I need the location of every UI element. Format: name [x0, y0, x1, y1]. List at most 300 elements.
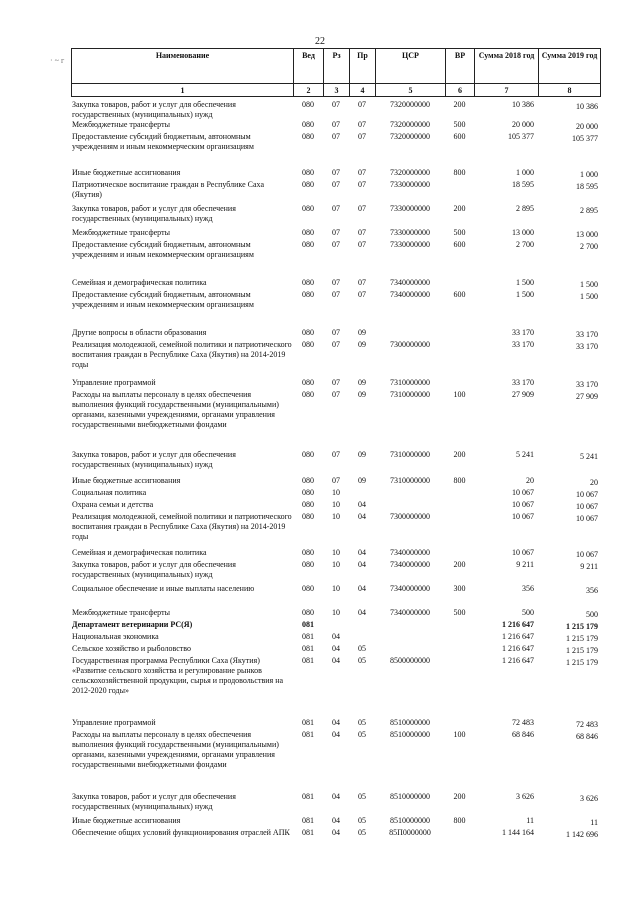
- row-rz: 10: [332, 488, 340, 497]
- row-vr: 800: [453, 476, 466, 485]
- row-vr: [445, 278, 474, 290]
- row-ved: 080: [302, 488, 314, 497]
- row-vr: 100: [453, 730, 466, 739]
- row-name: Управление программой: [72, 718, 156, 727]
- row-sum-2019: 1 215 179: [566, 634, 598, 643]
- row-csr: 7340000000: [390, 278, 430, 287]
- row-sum-2018: 1 500: [516, 290, 534, 299]
- row-name: Семейная и демографическая политика: [72, 548, 207, 557]
- row-rz: 07: [332, 120, 340, 129]
- row-rz: 07: [332, 180, 340, 189]
- row-csr: 7310000000: [390, 450, 430, 459]
- row-csr: 7300000000: [390, 512, 430, 521]
- row-ved: 080: [302, 378, 314, 387]
- row-name: Предоставление субсидий бюджетным, автономным учреждениям и иным некоммерческим организациям: [72, 290, 254, 309]
- row-rz: 07: [332, 168, 340, 177]
- row-csr: 7320000000: [390, 132, 430, 141]
- column-number: 6: [446, 84, 475, 97]
- row-vr: 500: [453, 228, 466, 237]
- row-sum-2019: 33 170: [576, 342, 598, 351]
- row-rz: 04: [332, 644, 340, 653]
- row-sum-2019: 1 215 179: [566, 646, 598, 655]
- row-sum-2018: 356: [522, 584, 534, 593]
- row-sum-2018: 1 500: [516, 278, 534, 287]
- row-sum-2019: 10 067: [576, 550, 598, 559]
- row-pr: 07: [358, 290, 366, 299]
- row-rz: 07: [332, 476, 340, 485]
- row-name: Межбюджетные трансферты: [72, 120, 170, 129]
- row-sum-2018: 105 377: [508, 132, 534, 141]
- row-csr: 7310000000: [390, 378, 430, 387]
- row-ved: 080: [302, 548, 314, 557]
- row-pr: 04: [358, 500, 366, 509]
- row-pr: [349, 488, 375, 500]
- table-row: [71, 340, 600, 378]
- row-pr: 07: [358, 100, 366, 109]
- row-sum-2018: 1 216 647: [502, 632, 534, 641]
- row-ved: 080: [302, 278, 314, 287]
- row-csr: 8510000000: [390, 792, 430, 801]
- row-csr: 8500000000: [390, 656, 430, 665]
- row-csr: 7320000000: [390, 100, 430, 109]
- row-csr: 7320000000: [390, 168, 430, 177]
- row-vr: 600: [453, 132, 466, 141]
- row-pr: [349, 620, 375, 632]
- table-row: [71, 828, 600, 850]
- table-row: [71, 378, 600, 390]
- row-sum-2018: 1 216 647: [502, 656, 534, 665]
- row-sum-2019: 11: [590, 818, 598, 827]
- row-sum-2018: 68 846: [512, 730, 534, 739]
- row-pr: 07: [358, 132, 366, 141]
- row-vr: [445, 328, 474, 340]
- row-rz: 07: [332, 132, 340, 141]
- row-vr: 200: [453, 100, 466, 109]
- row-ved: 081: [302, 620, 314, 629]
- row-sum-2018: 18 595: [512, 180, 534, 189]
- row-csr: [375, 328, 445, 340]
- row-sum-2019: 9 211: [580, 562, 598, 571]
- row-ved: 080: [302, 240, 314, 249]
- row-pr: 07: [358, 120, 366, 129]
- table-row: [71, 488, 600, 500]
- row-ved: 081: [302, 816, 314, 825]
- row-rz: 04: [332, 792, 340, 801]
- row-rz: 10: [332, 548, 340, 557]
- row-sum-2019: 2 700: [580, 242, 598, 251]
- row-name: Расходы на выплаты персоналу в целях обеспечения выполнения функций государственными (муниципальными) органами, казенными учреждениями, органами управления государственными внебюджетными фондами: [72, 390, 279, 429]
- row-pr: 09: [358, 340, 366, 349]
- row-rz: 10: [332, 584, 340, 593]
- row-sum-2019: 1 500: [580, 292, 598, 301]
- column-number: 7: [475, 84, 539, 97]
- table-row: [71, 168, 600, 180]
- row-sum-2018: 10 386: [512, 100, 534, 109]
- row-sum-2018: 1 216 647: [502, 644, 534, 653]
- row-csr: 7320000000: [390, 120, 430, 129]
- row-sum-2018: 1 000: [516, 168, 534, 177]
- table-row: [71, 816, 600, 828]
- table-row: [71, 500, 600, 512]
- row-rz: 04: [332, 730, 340, 739]
- column-number: 8: [539, 84, 601, 97]
- row-sum-2019: 1 000: [580, 170, 598, 179]
- row-vr: 600: [453, 240, 466, 249]
- row-vr: 200: [453, 204, 466, 213]
- row-ved: 080: [302, 180, 314, 189]
- row-ved: 081: [302, 792, 314, 801]
- row-rz: 10: [332, 608, 340, 617]
- row-rz: [323, 620, 349, 632]
- row-pr: 04: [358, 548, 366, 557]
- table-row: [71, 718, 600, 730]
- row-vr: [445, 620, 474, 632]
- header-name: Наименование: [72, 49, 294, 84]
- row-rz: 04: [332, 656, 340, 665]
- row-sum-2018: 20 000: [512, 120, 534, 129]
- row-sum-2019: 13 000: [576, 230, 598, 239]
- row-name: Департамент ветеринарии РС(Я): [72, 620, 193, 629]
- header-csr: ЦСР: [376, 49, 446, 84]
- row-sum-2018: 72 483: [512, 718, 534, 727]
- row-csr: 7300000000: [390, 340, 430, 349]
- row-name: Реализация молодежной, семейной политики и патриотического воспитания граждан в Республике Саха (Якутия) на 2014-2019 годы: [72, 512, 292, 541]
- row-ved: 080: [302, 168, 314, 177]
- row-sum-2018: 500: [522, 608, 534, 617]
- row-sum-2019: 72 483: [576, 720, 598, 729]
- row-sum-2019: 3 626: [580, 794, 598, 803]
- row-name: Управление программой: [72, 378, 156, 387]
- row-rz: 07: [332, 390, 340, 399]
- row-pr: 09: [358, 476, 366, 485]
- row-csr: 8510000000: [390, 730, 430, 739]
- header-ved: Вед: [294, 49, 324, 84]
- row-sum-2018: 1 144 164: [502, 828, 534, 837]
- row-vr: [445, 548, 474, 560]
- row-pr: [349, 632, 375, 644]
- row-sum-2019: 33 170: [576, 380, 598, 389]
- row-pr: 07: [358, 228, 366, 237]
- row-sum-2018: 9 211: [516, 560, 534, 569]
- row-name: Другие вопросы в области образования: [72, 328, 207, 337]
- column-number: 2: [294, 84, 324, 97]
- row-rz: 10: [332, 560, 340, 569]
- row-ved: 080: [302, 500, 314, 509]
- row-sum-2018: 33 170: [512, 340, 534, 349]
- row-vr: 800: [453, 816, 466, 825]
- row-ved: 080: [302, 204, 314, 213]
- row-name: Государственная программа Республики Саха (Якутия) «Развитие сельского хозяйства и регулирование рынков сельскохозяйственной продукции, сырья и продовольствия на 2012-2020 годы»: [72, 656, 284, 695]
- row-sum-2018: 33 170: [512, 378, 534, 387]
- column-numbers: [72, 84, 601, 97]
- row-sum-2019: 27 909: [576, 392, 598, 401]
- row-vr: 200: [453, 792, 466, 801]
- row-sum-2018: 20: [526, 476, 534, 485]
- row-pr: 05: [358, 828, 366, 837]
- row-pr: 04: [358, 608, 366, 617]
- row-csr: 7330000000: [390, 180, 430, 189]
- row-rz: 07: [332, 450, 340, 459]
- row-name: Межбюджетные трансферты: [72, 228, 170, 237]
- row-name: Расходы на выплаты персоналу в целях обеспечения выполнения функций государственными (муниципальными) органами, казенными учреждениями, органами управления государственными внебюджетными фондами: [72, 730, 279, 769]
- page-number: 22: [315, 36, 325, 47]
- table-row: [71, 390, 600, 450]
- row-name: Обеспечение общих условий функционирования отраслей АПК: [72, 828, 290, 837]
- row-ved: 080: [302, 340, 314, 349]
- row-name: Закупка товаров, работ и услуг для обеспечения государственных (муниципальных) нужд: [72, 100, 236, 119]
- column-number: 5: [376, 84, 446, 97]
- row-vr: [445, 500, 474, 512]
- row-sum-2019: 1 215 179: [566, 622, 598, 631]
- row-csr: 7330000000: [390, 228, 430, 237]
- row-ved: 080: [302, 290, 314, 299]
- row-sum-2018: 1 216 647: [502, 620, 534, 629]
- row-csr: 8510000000: [390, 718, 430, 727]
- row-pr: 04: [358, 512, 366, 521]
- table-row: [71, 584, 600, 608]
- row-rz: 07: [332, 204, 340, 213]
- row-sum-2018: 13 000: [512, 228, 534, 237]
- header-sum-2019: Сумма 2019 год: [539, 49, 601, 84]
- row-sum-2019: 1 142 696: [566, 830, 598, 839]
- row-rz: 07: [332, 228, 340, 237]
- row-rz: 07: [332, 278, 340, 287]
- row-csr: [375, 488, 445, 500]
- table-row: [71, 100, 600, 120]
- row-csr: 7330000000: [390, 240, 430, 249]
- table-row: [71, 512, 600, 548]
- row-sum-2018: 33 170: [512, 328, 534, 337]
- table-row: [71, 560, 600, 584]
- row-vr: [445, 632, 474, 644]
- row-ved: 081: [302, 656, 314, 665]
- row-rz: 04: [332, 632, 340, 641]
- row-sum-2018: 10 067: [512, 500, 534, 509]
- budget-table-header: [71, 48, 601, 97]
- table-row: [71, 132, 600, 168]
- row-sum-2018: 10 067: [512, 512, 534, 521]
- row-ved: 080: [302, 132, 314, 141]
- row-pr: 09: [358, 390, 366, 399]
- header-rz: Рз: [324, 49, 350, 84]
- row-pr: 05: [358, 718, 366, 727]
- row-sum-2018: 27 909: [512, 390, 534, 399]
- row-name: Закупка товаров, работ и услуг для обеспечения государственных (муниципальных) нужд: [72, 560, 236, 579]
- row-rz: 04: [332, 718, 340, 727]
- row-name: Социальная политика: [72, 488, 147, 497]
- table-row: [71, 620, 600, 632]
- row-rz: 07: [332, 290, 340, 299]
- row-pr: 07: [358, 180, 366, 189]
- row-sum-2019: 10 067: [576, 502, 598, 511]
- row-csr: 7340000000: [390, 548, 430, 557]
- row-name: Закупка товаров, работ и услуг для обеспечения государственных (муниципальных) нужд: [72, 204, 236, 223]
- row-name: Социальное обеспечение и иные выплаты населению: [72, 584, 255, 593]
- table-row: [71, 228, 600, 240]
- row-pr: 07: [358, 278, 366, 287]
- row-ved: 081: [302, 730, 314, 739]
- row-sum-2019: 68 846: [576, 732, 598, 741]
- row-pr: 09: [358, 328, 366, 337]
- row-sum-2019: 105 377: [572, 134, 598, 143]
- row-ved: 080: [302, 608, 314, 617]
- row-sum-2019: 500: [586, 610, 598, 619]
- row-pr: 04: [358, 584, 366, 593]
- table-row: [71, 476, 600, 488]
- row-rz: 10: [332, 500, 340, 509]
- column-number: 3: [324, 84, 350, 97]
- row-name: Национальная экономика: [72, 632, 159, 641]
- row-sum-2018: 2 895: [516, 204, 534, 213]
- row-csr: [375, 620, 445, 632]
- table-row: [71, 290, 600, 328]
- row-name: Патриотическое воспитание граждан в Республике Саха (Якутия): [72, 180, 264, 199]
- row-name: Предоставление субсидий бюджетным, автономным учреждениям и иным некоммерческим организациям: [72, 240, 254, 259]
- table-row: [71, 548, 600, 560]
- row-vr: 300: [453, 584, 466, 593]
- row-name: Иные бюджетные ассигнования: [72, 476, 181, 485]
- row-sum-2019: 5 241: [580, 452, 598, 461]
- header-sum-2018: Сумма 2018 год: [475, 49, 539, 84]
- row-ved: 080: [302, 100, 314, 109]
- row-rz: 07: [332, 100, 340, 109]
- row-name: Охрана семьи и детства: [72, 500, 154, 509]
- row-csr: 7330000000: [390, 204, 430, 213]
- row-sum-2019: 1 500: [580, 280, 598, 289]
- row-sum-2019: 356: [586, 586, 598, 595]
- row-ved: 080: [302, 120, 314, 129]
- header-vr: ВР: [446, 49, 475, 84]
- row-pr: 05: [358, 792, 366, 801]
- table-row: [71, 730, 600, 792]
- row-ved: 080: [302, 228, 314, 237]
- row-rz: 07: [332, 240, 340, 249]
- row-vr: 800: [453, 168, 466, 177]
- row-ved: 081: [302, 644, 314, 653]
- row-ved: 081: [302, 632, 314, 641]
- row-vr: [445, 488, 474, 500]
- table-row: [71, 180, 600, 204]
- row-pr: 09: [358, 450, 366, 459]
- row-rz: 04: [332, 828, 340, 837]
- row-name: Реализация молодежной, семейной политики и патриотического воспитания граждан в Республике Саха (Якутия) на 2014-2019 годы: [72, 340, 292, 369]
- row-sum-2019: 20 000: [576, 122, 598, 131]
- budget-table: [71, 100, 600, 850]
- row-vr: [445, 644, 474, 656]
- row-vr: [445, 656, 474, 718]
- table-row: [71, 278, 600, 290]
- row-sum-2019: 18 595: [576, 182, 598, 191]
- row-pr: 05: [358, 816, 366, 825]
- row-ved: 080: [302, 584, 314, 593]
- row-ved: 080: [302, 390, 314, 399]
- row-sum-2018: 10 067: [512, 548, 534, 557]
- row-pr: 09: [358, 378, 366, 387]
- row-pr: 07: [358, 168, 366, 177]
- row-csr: 7310000000: [390, 476, 430, 485]
- row-sum-2018: 3 626: [516, 792, 534, 801]
- row-vr: [445, 718, 474, 730]
- row-vr: [445, 180, 474, 204]
- row-rz: 07: [332, 340, 340, 349]
- row-sum-2019: 20: [590, 478, 598, 487]
- row-vr: [445, 828, 474, 850]
- table-row: [71, 792, 600, 816]
- row-csr: 7340000000: [390, 560, 430, 569]
- row-name: Закупка товаров, работ и услуг для обеспечения государственных (муниципальных) нужд: [72, 792, 236, 811]
- row-csr: 7340000000: [390, 608, 430, 617]
- row-sum-2019: 2 895: [580, 206, 598, 215]
- table-row: [71, 328, 600, 340]
- row-pr: 04: [358, 560, 366, 569]
- row-name: Семейная и демографическая политика: [72, 278, 207, 287]
- row-name: Предоставление субсидий бюджетным, автономным учреждениям и иным некоммерческим организациям: [72, 132, 254, 151]
- table-row: [71, 240, 600, 278]
- row-csr: [375, 644, 445, 656]
- row-sum-2019: 10 386: [576, 102, 598, 111]
- table-row: [71, 450, 600, 476]
- row-vr: [445, 378, 474, 390]
- row-ved: 080: [302, 328, 314, 337]
- row-ved: 081: [302, 828, 314, 837]
- row-ved: 080: [302, 476, 314, 485]
- row-sum-2019: 10 067: [576, 490, 598, 499]
- row-ved: 080: [302, 560, 314, 569]
- row-pr: 05: [358, 644, 366, 653]
- margin-mark: · ~ г: [50, 56, 65, 65]
- row-csr: [375, 500, 445, 512]
- row-csr: 7310000000: [390, 390, 430, 399]
- column-number: 4: [350, 84, 376, 97]
- column-number: 1: [72, 84, 294, 97]
- row-csr: 7340000000: [390, 584, 430, 593]
- row-rz: 07: [332, 328, 340, 337]
- row-vr: 500: [453, 120, 466, 129]
- row-pr: 07: [358, 240, 366, 249]
- row-vr: 600: [453, 290, 466, 299]
- row-vr: [445, 512, 474, 548]
- row-sum-2019: 1 215 179: [566, 658, 598, 667]
- row-name: Закупка товаров, работ и услуг для обеспечения государственных (муниципальных) нужд: [72, 450, 236, 469]
- row-csr: 8510000000: [390, 816, 430, 825]
- row-rz: 10: [332, 512, 340, 521]
- row-sum-2018: 10 067: [512, 488, 534, 497]
- row-csr: [375, 632, 445, 644]
- row-ved: 080: [302, 450, 314, 459]
- row-sum-2019: 10 067: [576, 514, 598, 523]
- table-row: [71, 644, 600, 656]
- row-vr: 500: [453, 608, 466, 617]
- row-sum-2019: 33 170: [576, 330, 598, 339]
- row-vr: 200: [453, 450, 466, 459]
- row-csr: 7340000000: [390, 290, 430, 299]
- row-vr: [445, 340, 474, 378]
- row-ved: 081: [302, 718, 314, 727]
- row-csr: 85П0000000: [389, 828, 431, 837]
- table-body: [71, 100, 600, 850]
- row-name: Иные бюджетные ассигнования: [72, 168, 181, 177]
- row-pr: 07: [358, 204, 366, 213]
- table-row: [71, 120, 600, 132]
- row-name: Иные бюджетные ассигнования: [72, 816, 181, 825]
- row-vr: 100: [453, 390, 466, 399]
- row-pr: 05: [358, 656, 366, 665]
- row-rz: 07: [332, 378, 340, 387]
- row-sum-2018: 11: [526, 816, 534, 825]
- table-row: [71, 656, 600, 718]
- row-pr: 05: [358, 730, 366, 739]
- table-row: [71, 204, 600, 228]
